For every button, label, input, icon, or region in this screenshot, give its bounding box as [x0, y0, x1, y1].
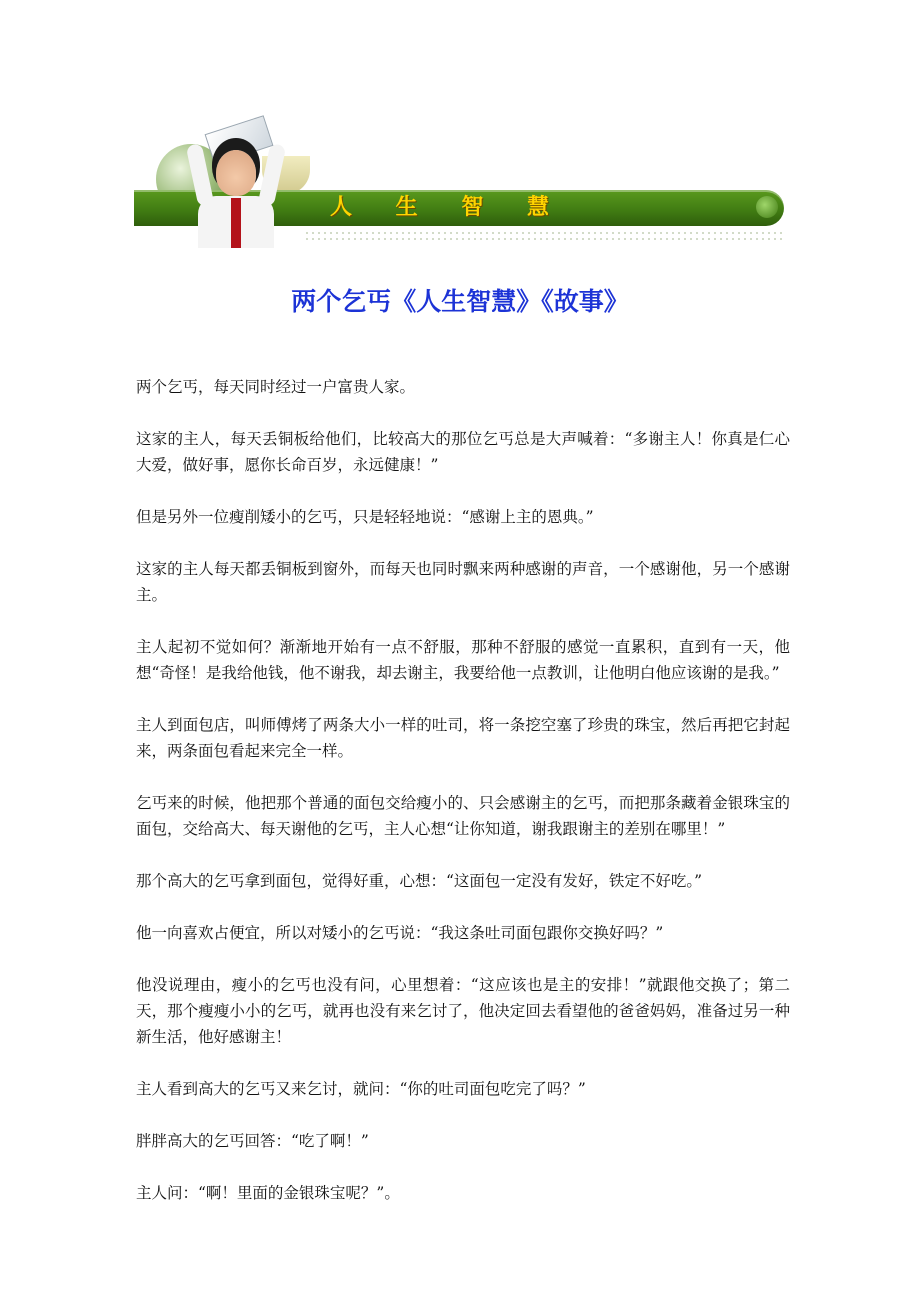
- paragraph: 主人看到高大的乞丐又来乞讨，就问：“你的吐司面包吃完了吗？”: [136, 1080, 586, 1098]
- paragraph: 胖胖高大的乞丐回答：“吃了啊！”: [136, 1132, 369, 1150]
- banner-title: 人 生 智 慧: [330, 195, 567, 220]
- paragraph: 乞丐来的时候，他把那个普通的面包交给瘦小的、只会感谢主的乞丐，而把那条藏着金银珠宝的面包，交给高大、每天谢他的乞丐，主人心想“让你知道，谢我跟谢主的差别在哪里！”: [136, 794, 790, 838]
- banner-dots: [304, 230, 784, 244]
- article-title: 两个乞丐《人生智慧》《故事》: [291, 287, 629, 316]
- paragraph: 主人问：“啊！里面的金银珠宝呢？”。: [136, 1184, 400, 1202]
- paragraph: 他没说理由，瘦小的乞丐也没有问，心里想着：“这应该也是主的安排！”就跟他交换了；第二天，那个瘦瘦小小的乞丐，就再也没有来乞讨了，他决定回去看望他的爸爸妈妈，准备过另一种新生活，他好感谢主！: [136, 976, 790, 1046]
- person-holding-book-icon: [174, 124, 294, 248]
- article-body: [136, 374, 790, 1232]
- person-tie: [231, 198, 241, 248]
- paragraph: 这家的主人每天都丢铜板到窗外，而每天也同时飘来两种感谢的声音，一个感谢他，另一个感谢主。: [136, 560, 790, 604]
- paragraph: 两个乞丐，每天同时经过一户富贵人家。: [136, 378, 416, 396]
- header-banner: [134, 118, 786, 248]
- paragraph: 主人起初不觉如何？渐渐地开始有一点不舒服，那种不舒服的感觉一直累积，直到有一天，他想“奇怪！是我给他钱，他不谢我，却去谢主，我要给他一点教训，让他明白他应该谢的是我。”: [136, 638, 790, 682]
- person-head: [216, 150, 256, 196]
- paragraph: 那个高大的乞丐拿到面包，觉得好重，心想：“这面包一定没有发好，铁定不好吃。”: [136, 872, 703, 890]
- paragraph: 但是另外一位瘦削矮小的乞丐，只是轻轻地说：“感谢上主的恩典。”: [136, 508, 594, 526]
- paragraph: 主人到面包店，叫师傅烤了两条大小一样的吐司，将一条挖空塞了珍贵的珠宝，然后再把它封起来，两条面包看起来完全一样。: [136, 716, 790, 760]
- paragraph: 这家的主人，每天丢铜板给他们，比较高大的那位乞丐总是大声喊着：“多谢主人！你真是仁心大爱，做好事，愿你长命百岁，永远健康！”: [136, 430, 790, 474]
- paragraph: 他一向喜欢占便宜，所以对矮小的乞丐说：“我这条吐司面包跟你交换好吗？”: [136, 924, 664, 942]
